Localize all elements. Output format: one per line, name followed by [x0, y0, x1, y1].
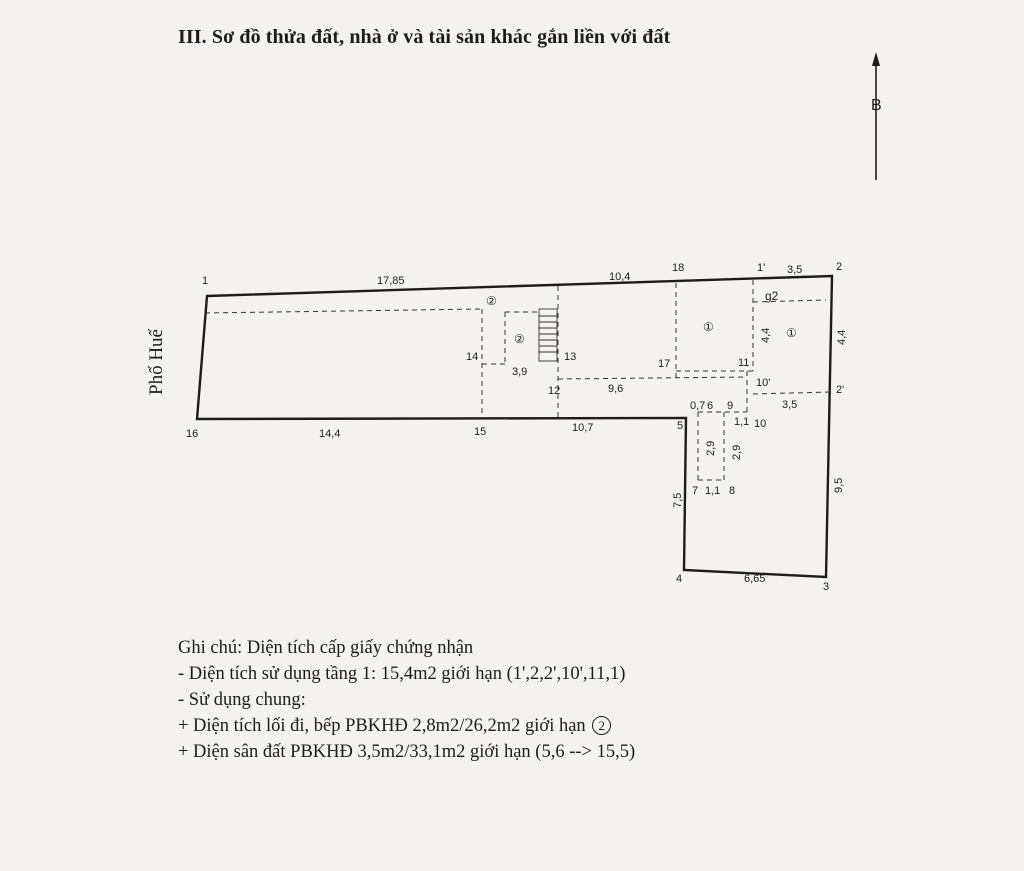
point-label: 6: [707, 400, 714, 412]
point-label: 3: [823, 581, 830, 593]
note-line: + Diện sân đất PBKHĐ 3,5m2/33,1m2 giới hạn (5,6 --> 15,5): [178, 742, 636, 762]
point-label: 4: [676, 573, 683, 585]
zone-mark: g2: [765, 289, 779, 303]
section-title: III. Sơ đồ thửa đất, nhà ở và tài sản khác gắn liền với đất: [178, 26, 671, 48]
stair-icon: [539, 309, 557, 361]
dimension-label: 10,7: [572, 422, 594, 434]
point-label: 5: [677, 420, 684, 432]
point-label: 10': [756, 377, 771, 389]
point-label: 7: [692, 485, 699, 497]
north-label: B: [871, 97, 882, 114]
dimension-label: 2,9: [705, 440, 717, 456]
zone-mark: ②: [514, 332, 525, 346]
note-text: + Diện tích lối đi, bếp PBKHĐ 2,8m2/26,2m2 giới hạn: [178, 716, 586, 736]
point-label: 16: [186, 428, 199, 440]
zone-mark: ①: [786, 326, 797, 340]
point-label: 17: [658, 358, 671, 370]
notes-block: [178, 635, 635, 765]
dimension-label: 1,1: [734, 416, 750, 428]
dimension-label: 3,5: [787, 264, 803, 276]
point-label: 2: [836, 261, 843, 273]
dimension-label: 6,65: [744, 573, 766, 585]
point-label: 1': [757, 262, 766, 274]
dimension-label: 0,7: [690, 400, 706, 412]
point-label: 2': [836, 384, 845, 396]
point-label: 15: [474, 426, 487, 438]
point-label: 1: [202, 275, 209, 287]
circled-mark: 2: [592, 716, 611, 735]
dimension-label: 10,4: [609, 271, 631, 283]
dimension-label: 4,4: [836, 329, 848, 345]
north-arrow-icon: [871, 52, 882, 180]
dimension-label: 7,5: [672, 492, 684, 508]
point-label: 14: [466, 351, 479, 363]
point-label: 8: [729, 485, 736, 497]
zone-mark: ①: [703, 320, 714, 334]
point-label: 9: [727, 400, 734, 412]
dimension-label: 9,5: [833, 477, 845, 493]
dimension-label: 3,9: [512, 366, 528, 378]
note-line: - Sử dụng chung:: [178, 690, 306, 710]
street-label: Phố Huế: [146, 329, 167, 395]
point-label: 12: [548, 385, 561, 397]
dimension-label: 2,9: [731, 444, 743, 460]
zone-mark: ②: [486, 294, 497, 308]
dimension-label: 3,5: [782, 399, 798, 411]
dimension-label: 14,4: [319, 428, 341, 440]
point-label: 11: [738, 357, 750, 369]
dimension-label: 17,85: [377, 275, 405, 287]
dimension-label: 9,6: [608, 383, 624, 395]
point-label: 13: [564, 351, 577, 363]
dimension-label: 4,4: [760, 327, 772, 343]
point-label: 10: [754, 418, 767, 430]
note-line: - Diện tích sử dụng tầng 1: 15,4m2 giới hạn (1',2,2',10',11,1): [178, 664, 626, 684]
dimension-label: 1,1: [705, 485, 721, 497]
note-line: [178, 713, 635, 739]
notes-heading: Ghi chú: Diện tích cấp giấy chứng nhận: [178, 638, 474, 658]
point-label: 18: [672, 262, 685, 274]
